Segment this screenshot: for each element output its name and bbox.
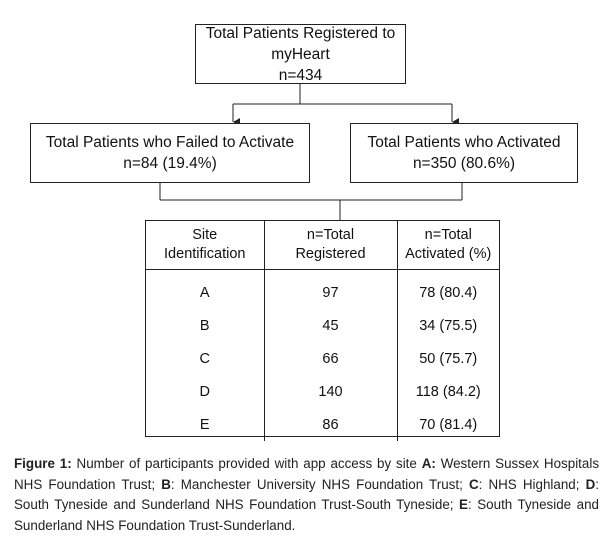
box-failed-count: n=84 (19.4%) (123, 155, 217, 172)
cell-site: C (146, 342, 264, 375)
cell-activated: 34 (75.5) (419, 317, 478, 334)
cell-site: D (146, 375, 264, 408)
cell-activated: 70 (81.4) (419, 416, 478, 433)
table-row (146, 309, 499, 342)
table-row (146, 375, 499, 408)
box-activated-count: n=350 (80.6%) (412, 155, 516, 172)
table-row (146, 270, 499, 310)
cell-registered: 86 (264, 408, 397, 441)
cell-site: E (146, 408, 264, 441)
cell-registered: 45 (264, 309, 397, 342)
header-site: Site Identification (146, 221, 264, 270)
figure-caption: Figure 1: Number of participants provided with app access by site A: Western Sussex Hospitals NHS Foundation Trust; B: Manchester University NHS Foundation Trust; C: NHS Highland; D: South Tyneside and Sunderland NHS Foundation Trust-South Tyneside; E: South Tyneside and Sunderland NHS Foundation Trust-Sunderland. (14, 456, 600, 533)
box-activated (350, 123, 578, 183)
cell-registered: 97 (264, 270, 397, 310)
box-failed-title: Total Patients who Failed to Activate (45, 134, 295, 151)
table-row (146, 408, 499, 441)
cell-registered: 66 (264, 342, 397, 375)
cell-activated: 118 (84.2) (415, 383, 481, 400)
cell-registered: 140 (264, 375, 397, 408)
box-total-registered-count: n=434 (278, 66, 323, 84)
box-activated-title: Total Patients who Activated (367, 134, 561, 151)
box-total-registered (195, 24, 406, 84)
cell-site: A (146, 270, 264, 310)
header-activated: n=Total Activated (%) (397, 221, 499, 270)
cell-activated: 50 (75.7) (419, 350, 478, 367)
table-header-row (146, 221, 499, 270)
cell-site: B (146, 309, 264, 342)
box-failed-to-activate (30, 123, 310, 183)
header-registered: n=Total Registered (264, 221, 397, 270)
table-row (146, 342, 499, 375)
cell-activated: 78 (80.4) (419, 284, 478, 301)
caption-label: Figure 1: (14, 456, 72, 471)
box-total-registered-title: Total Patients Registered to myHeart (205, 24, 396, 63)
site-table (145, 220, 500, 437)
